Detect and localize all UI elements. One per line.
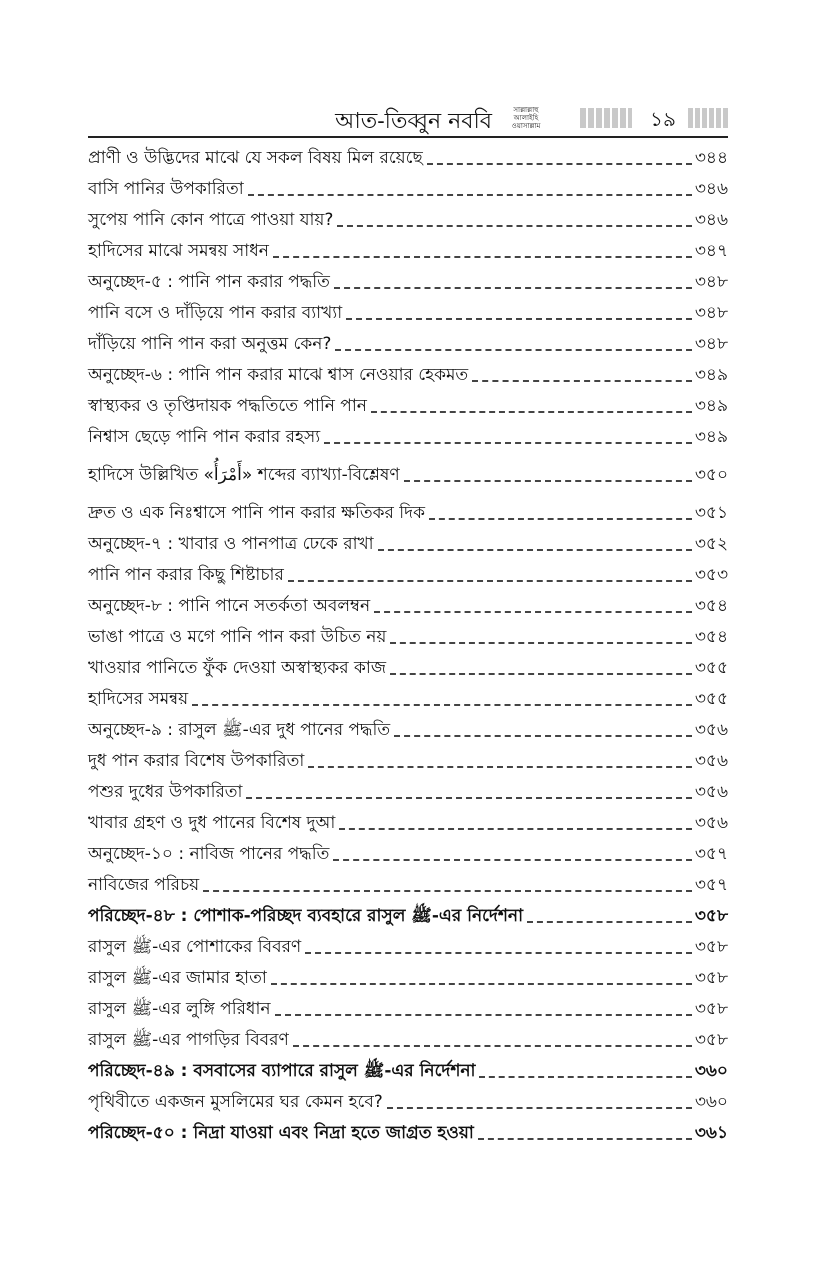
toc-entry-title: খাওয়ার পানিতে ফুঁক দেওয়া অস্বাস্থ্যকর কাজ (88, 658, 387, 678)
toc-entry-page: ৩৫১ (694, 503, 728, 523)
toc-entry-title: পরিচ্ছেদ-৫০ : নিদ্রা যাওয়া এবং নিদ্রা হতে জাগ্রত হওয়া (88, 1123, 474, 1143)
toc-entry-title: দ্রুত ও এক নিঃশ্বাসে পানি পান করার ক্ষতিকর দিক (88, 503, 425, 523)
toc-entry[interactable] (88, 869, 728, 900)
toc-entry-page: ৩৪৬ (694, 210, 728, 230)
toc-entry-page: ৩৫৮ (694, 999, 728, 1019)
running-header (88, 102, 728, 138)
toc-entry-page: ৩৫৮ (694, 968, 728, 988)
toc-entry-title: হাদিসের মাঝে সমন্বয় সাধন (88, 241, 269, 261)
toc-entry-title: অনুচ্ছেদ-৭ : খাবার ও পানপাত্র ঢেকে রাখা (88, 534, 374, 554)
toc-entry[interactable] (88, 528, 728, 559)
toc-entry[interactable] (88, 490, 728, 528)
toc-entry-title: পানি বসে ও দাঁড়িয়ে পান করার ব্যাখ্যা (88, 303, 343, 323)
dot-leader (335, 349, 691, 351)
toc-entry-page: ৩৫০ (694, 465, 728, 485)
toc-entry[interactable] (88, 142, 728, 173)
toc-entry[interactable] (88, 714, 728, 745)
toc-entry-page: ৩৪৬ (694, 179, 728, 199)
toc-entry[interactable] (88, 328, 728, 359)
toc-entry[interactable] (88, 1117, 728, 1148)
toc-entry-page: ৩৫৬ (694, 720, 728, 740)
dot-leader (390, 673, 692, 675)
toc-entry[interactable] (88, 235, 728, 266)
toc-entry-page: ৩৫২ (694, 534, 728, 554)
toc-entry-page: ৩৫৮ (694, 1030, 728, 1050)
table-of-contents (88, 142, 728, 1148)
dot-leader (288, 580, 692, 582)
dot-leader (203, 890, 692, 892)
toc-entry[interactable] (88, 993, 728, 1024)
page-number: ১৯ (650, 107, 676, 131)
toc-entry[interactable] (88, 266, 728, 297)
toc-entry-page: ৩৫৫ (694, 689, 728, 709)
toc-entry[interactable] (88, 452, 728, 490)
toc-entry-title: পৃথিবীতে একজন মুসলিমের ঘর কেমন হবে? (88, 1092, 383, 1112)
dot-leader (192, 704, 692, 706)
toc-entry-title: রাসুল ﷺ-এর পোশাকের বিবরণ (88, 937, 302, 957)
toc-entry[interactable] (88, 1055, 728, 1086)
toc-entry-page: ৩৫৬ (694, 751, 728, 771)
toc-entry[interactable] (88, 652, 728, 683)
toc-entry-title: হাদিসে উল্লিখিত «أَمْرَأُ» শব্দের ব্যাখ্যা-বিশ্লেষণ (88, 465, 400, 485)
toc-entry-page: ৩৫৪ (694, 596, 728, 616)
toc-entry-page: ৩৬০ (694, 1092, 728, 1112)
toc-entry-page: ৩৫৮ (694, 906, 728, 926)
toc-entry-title: দাঁড়িয়ে পানি পান করা অনুত্তম কেন? (88, 334, 332, 354)
decorative-bars (580, 108, 632, 128)
toc-entry[interactable] (88, 931, 728, 962)
toc-entry-title: ভাঙা পাত্রে ও মগে পানি পান করা উচিত নয় (88, 627, 387, 647)
toc-entry-page: ৩৫৭ (694, 875, 728, 895)
toc-entry-page: ৩৫৩ (694, 565, 728, 585)
toc-entry-title: নাবিজের পরিচয় (88, 875, 200, 895)
toc-entry[interactable] (88, 807, 728, 838)
toc-entry-page: ৩৪৯ (694, 396, 728, 416)
toc-entry-page: ৩৪৭ (694, 241, 728, 261)
toc-entry[interactable] (88, 590, 728, 621)
toc-entry-page: ৩৫৪ (694, 627, 728, 647)
toc-entry-page: ৩৬১ (694, 1123, 728, 1143)
toc-entry-title: প্রাণী ও উদ্ভিদের মাঝে যে সকল বিষয় মিল রয়েছে (88, 148, 423, 168)
toc-entry[interactable] (88, 621, 728, 652)
toc-entry-title: অনুচ্ছেদ-৬ : পানি পান করার মাঝে শ্বাস নেওয়ার হেকমত (88, 365, 469, 385)
toc-entry-title: অনুচ্ছেদ-৯ : রাসুল ﷺ-এর দুধ পানের পদ্ধতি (88, 720, 391, 740)
toc-entry-page: ৩৪৪ (694, 148, 728, 168)
toc-entry-page: ৩৫৫ (694, 658, 728, 678)
toc-entry[interactable] (88, 683, 728, 714)
dot-leader (429, 518, 692, 520)
toc-entry-title: দুধ পান করার বিশেষ উপকারিতা (88, 751, 305, 771)
dot-leader (324, 442, 692, 444)
toc-entry[interactable] (88, 838, 728, 869)
toc-entry-title: অনুচ্ছেদ-১০ : নাবিজ পানের পদ্ধতি (88, 844, 330, 864)
dot-leader (346, 318, 692, 320)
toc-entry[interactable] (88, 204, 728, 235)
toc-entry-title: সুপেয় পানি কোন পাত্রে পাওয়া যায়? (88, 210, 334, 230)
dot-leader (371, 411, 692, 413)
dot-leader (339, 828, 692, 830)
toc-entry-page: ৩৪৯ (694, 365, 728, 385)
toc-entry[interactable] (88, 297, 728, 328)
toc-entry[interactable] (88, 359, 728, 390)
toc-entry-page: ৩৪৮ (694, 303, 728, 323)
dot-leader (374, 611, 692, 613)
toc-entry-title: রাসুল ﷺ-এর লুঙ্গি পরিধান (88, 999, 271, 1019)
dot-leader (394, 735, 692, 737)
toc-entry[interactable] (88, 776, 728, 807)
dot-leader (378, 549, 692, 551)
toc-entry-title: পরিচ্ছেদ-৪৮ : পোশাক-পরিচ্ছদ ব্যবহারে রাসুল ﷺ-এর নির্দেশনা (88, 906, 523, 926)
toc-entry-title: স্বাস্থ্যকর ও তৃপ্তিদায়ক পদ্ধতিতে পানি পান (88, 396, 367, 416)
dot-leader (275, 1014, 692, 1016)
dot-leader (305, 952, 692, 954)
toc-entry-title: নিশ্বাস ছেড়ে পানি পান করার রহস্য (88, 427, 321, 447)
toc-entry-page: ৩৫৭ (694, 844, 728, 864)
dot-leader (479, 1076, 691, 1078)
dot-leader (427, 163, 692, 165)
salutation-calligraphy: সাল্লাল্লাহু আলাইহি ওয়াসাল্লাম (511, 106, 541, 130)
dot-leader (478, 1138, 692, 1140)
dot-leader (472, 380, 692, 382)
toc-entry-page: ৩৪৯ (694, 427, 728, 447)
toc-entry-page: ৩৫৬ (694, 782, 728, 802)
toc-entry-title: অনুচ্ছেদ-৮ : পানি পানে সতর্কতা অবলম্বন (88, 596, 371, 616)
toc-entry-page: ৩৪৮ (694, 334, 728, 354)
toc-entry-page: ৩৫৬ (694, 813, 728, 833)
dot-leader (527, 921, 692, 923)
toc-entry-page: ৩৪৮ (694, 272, 728, 292)
dot-leader (308, 766, 692, 768)
toc-entry-title: রাসুল ﷺ-এর পাগড়ির বিবরণ (88, 1030, 289, 1050)
toc-entry-title: রাসুল ﷺ-এর জামার হাতা (88, 968, 267, 988)
toc-entry-page: ৩৬০ (694, 1061, 728, 1081)
dot-leader (390, 642, 691, 644)
dot-leader (334, 287, 692, 289)
toc-entry-title: খাবার গ্রহণ ও দুধ পানের বিশেষ দুআ (88, 813, 336, 833)
dot-leader (271, 983, 692, 985)
toc-entry[interactable] (88, 745, 728, 776)
toc-entry[interactable] (88, 390, 728, 421)
toc-entry-page: ৩৫৮ (694, 937, 728, 957)
toc-entry[interactable] (88, 559, 728, 590)
toc-entry-title: পানি পান করার কিছু শিষ্টাচার (88, 565, 284, 585)
dot-leader (404, 480, 692, 482)
dot-leader (246, 797, 691, 799)
toc-entry-title: হাদিসের সমন্বয় (88, 689, 189, 709)
toc-entry-title: অনুচ্ছেদ-৫ : পানি পান করার পদ্ধতি (88, 272, 330, 292)
book-title: আত-তিব্বুন নববি (335, 109, 492, 134)
dot-leader (293, 1045, 692, 1047)
toc-entry-title: পরিচ্ছেদ-৪৯ : বসবাসের ব্যাপারে রাসুল ﷺ-এর নির্দেশনা (88, 1061, 476, 1081)
toc-entry-title: বাসি পানির উপকারিতা (88, 179, 244, 199)
dot-leader (273, 256, 692, 258)
toc-entry[interactable] (88, 962, 728, 993)
toc-entry[interactable] (88, 173, 728, 204)
toc-entry[interactable] (88, 1024, 728, 1055)
dot-leader (248, 194, 692, 196)
dot-leader (387, 1107, 692, 1109)
dot-leader (333, 859, 692, 861)
dot-leader (337, 225, 691, 227)
toc-entry[interactable] (88, 900, 728, 931)
toc-entry-title: পশুর দুধের উপকারিতা (88, 782, 243, 802)
decorative-bars-right (688, 108, 728, 128)
toc-entry[interactable] (88, 421, 728, 452)
toc-entry[interactable] (88, 1086, 728, 1117)
